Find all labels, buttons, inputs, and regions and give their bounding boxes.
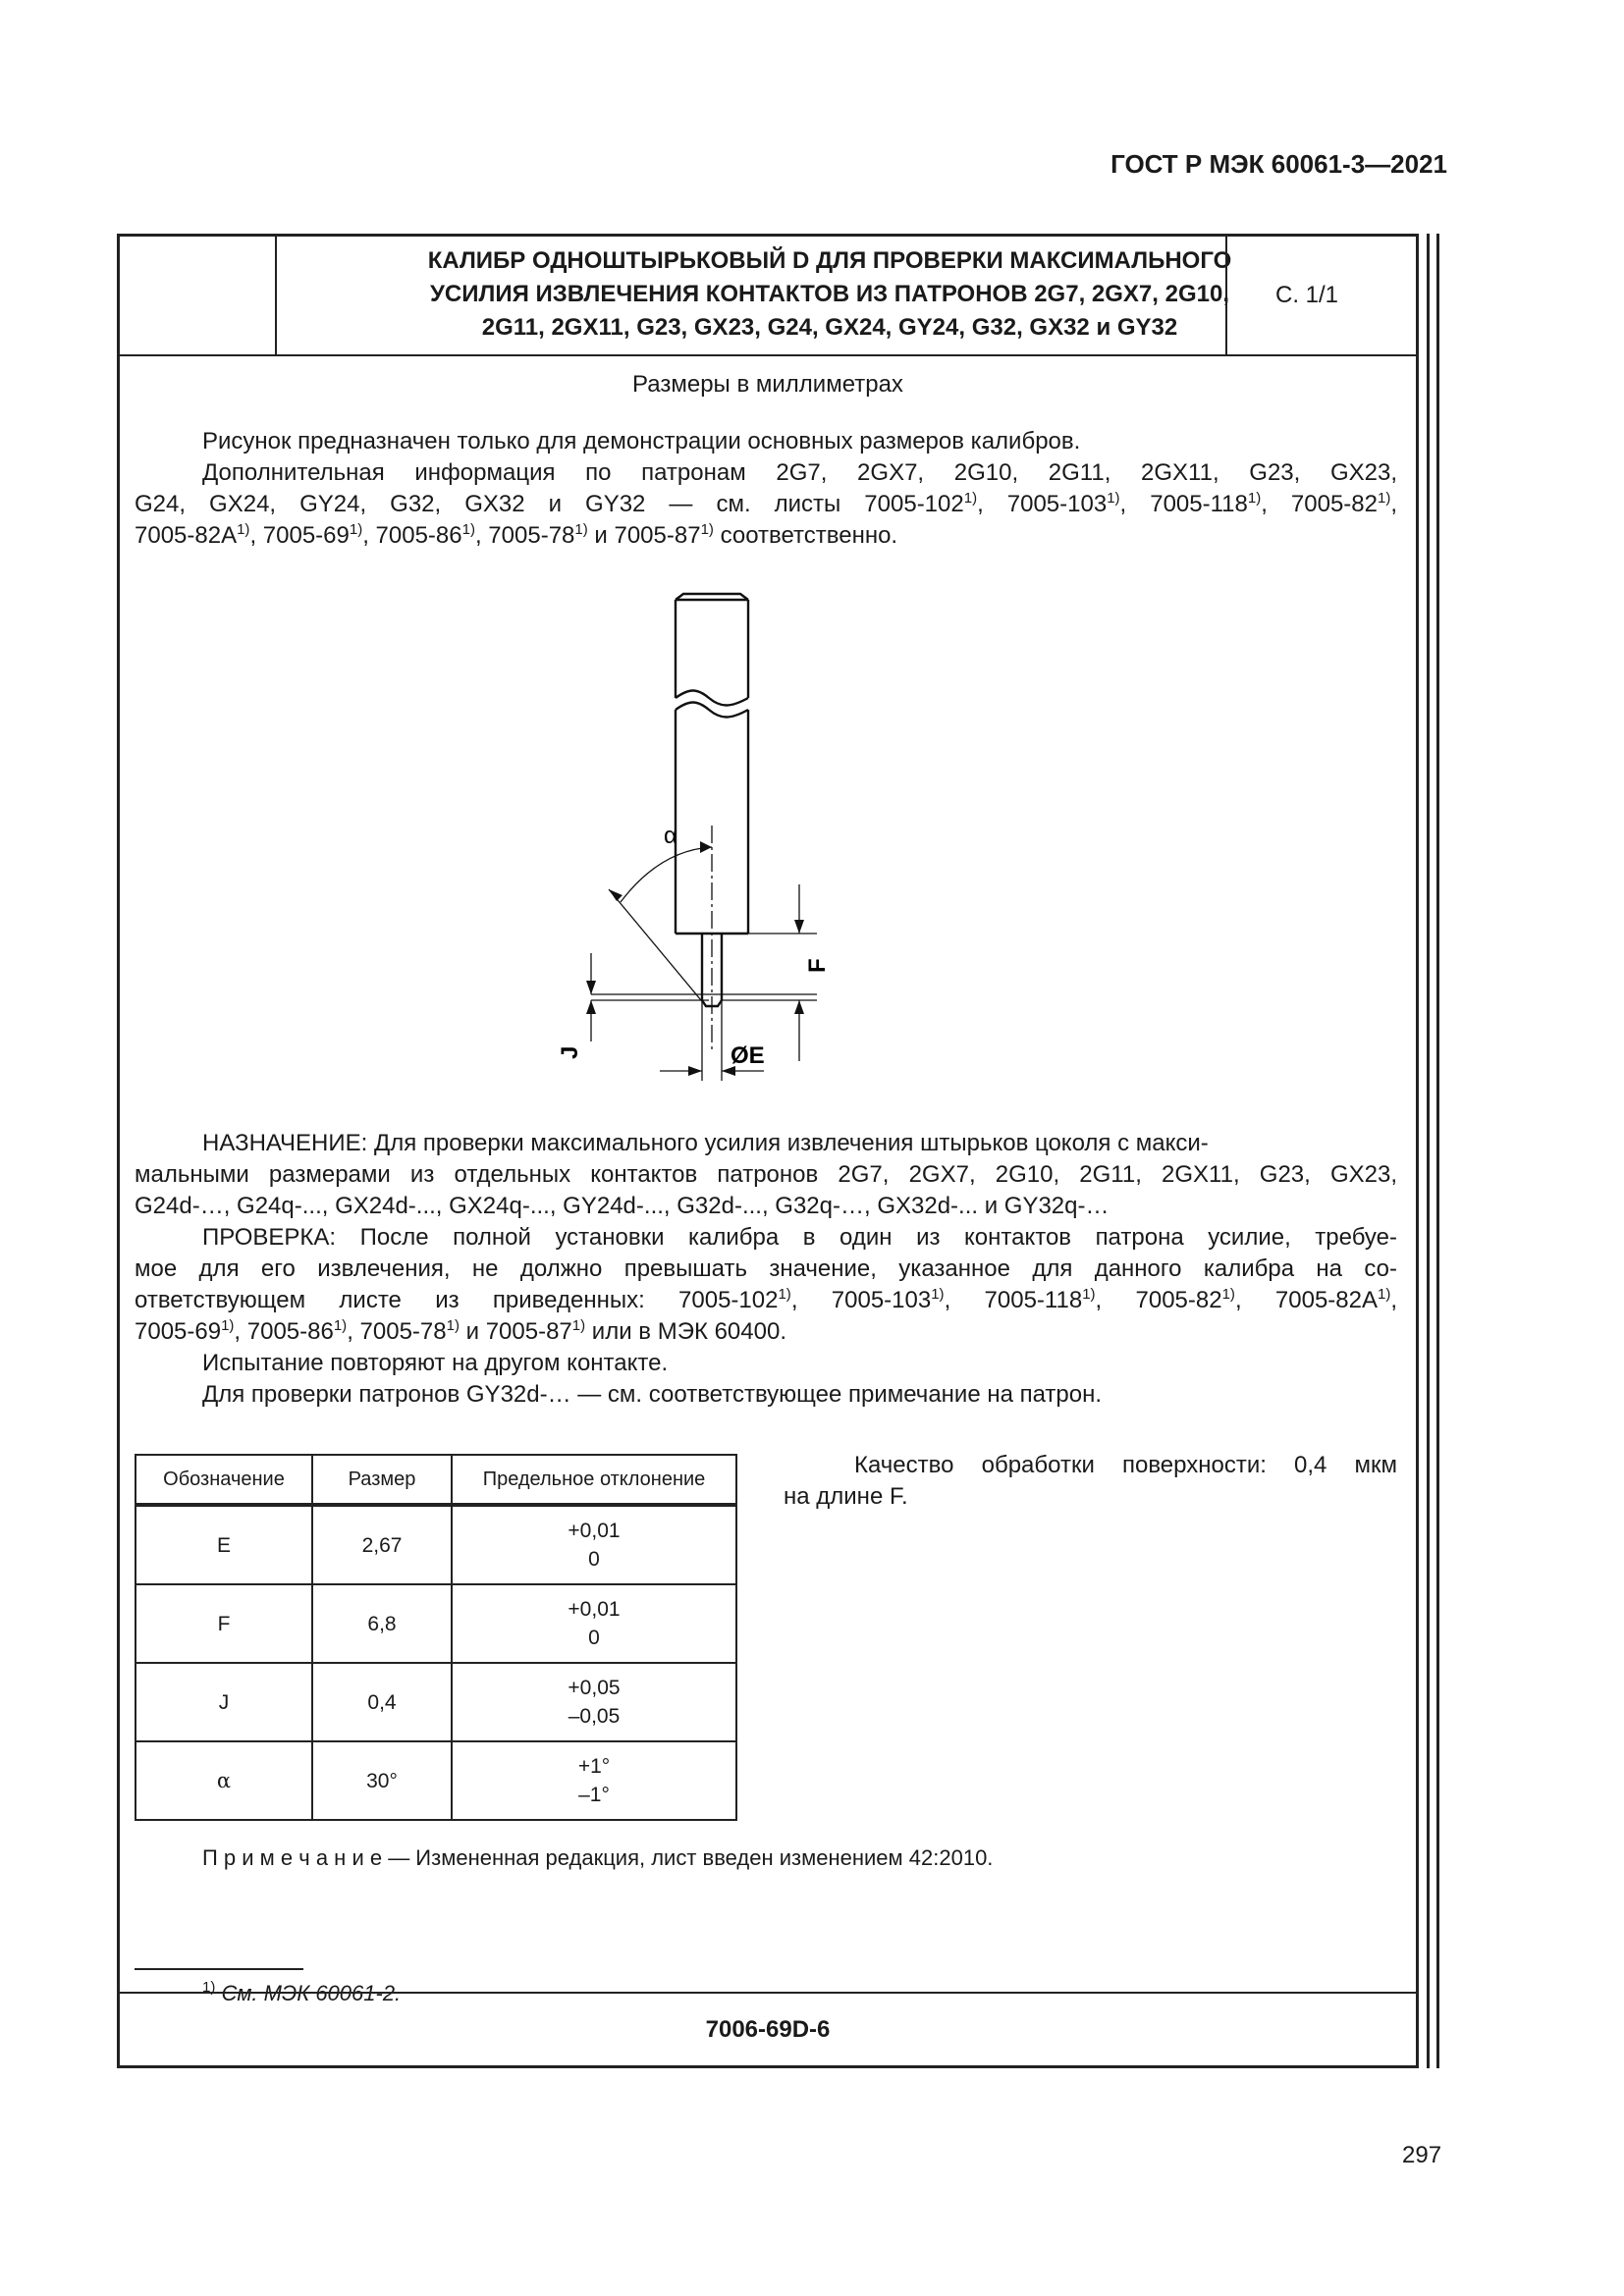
title-line-2: УСИЛИЯ ИЗВЛЕЧЕНИЯ КОНТАКТОВ ИЗ ПАТРОНОВ 2G7, 2GX7, 2G10, (429, 281, 1229, 307)
table-cell-designation: α (135, 1741, 312, 1820)
check-line-4: 7005-69$^{1)}$, 7005-86$^{1)}$, 7005-78$^{1)}$ и 7005-87$^{1)}$ или в МЭК 60400. (135, 1317, 786, 1345)
table-cell-deviation: +0,01 0 (452, 1584, 736, 1663)
sheet-title (277, 237, 1382, 354)
table-cell-size: 2,67 (312, 1505, 452, 1584)
table-header: Предельное отклонение (452, 1455, 736, 1505)
j-label: J (557, 1045, 583, 1059)
table-cell-size: 30° (312, 1741, 452, 1820)
table-cell-designation: F (135, 1584, 312, 1663)
table-cell-size: 0,4 (312, 1663, 452, 1741)
surface-quality-line-1: Качество обработки поверхности: 0,4 мкм (854, 1452, 1397, 1478)
intro-line-3: G24, GX24, GY24, G32, GX32 и GY32 — см. листы 7005-102$^{1)}$, 7005-103$^{1)}$, 7005-118$^{1)}$, 7005-82$^{1)}$, (135, 490, 1398, 517)
footnote-separator (135, 1968, 303, 1970)
table-cell-deviation: +0,01 0 (452, 1505, 736, 1584)
frame-double-line-inner (1436, 234, 1439, 2068)
sheet-header (120, 237, 1416, 356)
sheet-code: 7006-69D-6 (120, 1992, 1416, 2066)
purpose-line-2: мальными размерами из отдельных контактов патронов 2G7, 2GX7, 2G10, 2G11, 2GX11, G23, GX23, (135, 1161, 1397, 1188)
check-line-2: мое для его извлечения, не должно превышать значение, указанное для данного калибра на со- (135, 1255, 1397, 1282)
check-line-1: ПРОВЕРКА: После полной установки калибра в один из контактов патрона усилие, требуе- (202, 1224, 1397, 1251)
header-left-cell (120, 237, 277, 354)
table-row (135, 1741, 736, 1820)
table-row (135, 1505, 736, 1584)
units-note: Размеры в миллиметрах (632, 371, 903, 398)
table-cell-deviation: +0,05 –0,05 (452, 1663, 736, 1741)
table-header: Обозначение (135, 1455, 312, 1505)
table-row (135, 1584, 736, 1663)
standard-designation: ГОСТ Р МЭК 60061-3—2021 (1110, 149, 1447, 179)
intro-line-4: $7005-82A^{1)}$, 7005-69$^{1)}$, 7005-86$^{1)}$, 7005-78$^{1)}$ и 7005-87$^{1)}$ соответственно. (135, 521, 898, 549)
title-line-3: 2G11, 2GX11, G23, GX23, G24, GX24, GY24, G32, GX32 и GY32 (481, 314, 1178, 341)
footnote: $^{1)}$ См. МЭК 60061-2. (202, 1979, 402, 2005)
dimensions-table (135, 1454, 737, 1821)
check-line-6: Для проверки патронов GY32d-… — см. соответствующее примечание на патрон. (202, 1381, 1103, 1408)
purpose-line-1: НАЗНАЧЕНИЕ: Для проверки максимального усилия извлечения штырьков цоколя с макси- (202, 1130, 1209, 1156)
title-line-1: КАЛИБР ОДНОШТЫРЬКОВЫЙ D ДЛЯ ПРОВЕРКИ МАКСИМАЛЬНОГО (427, 247, 1232, 274)
gauge-drawing (557, 590, 876, 1218)
e-label: ØE (731, 1042, 765, 1069)
surface-quality-line-2: на длине F. (784, 1483, 908, 1510)
purpose-line-3: G24d-…, G24q-..., GX24d-..., GX24q-..., GY24d-..., G32d-..., G32q-…, GX32d-... и GY32q-… (135, 1193, 1110, 1219)
table-cell-designation: J (135, 1663, 312, 1741)
table-row (135, 1663, 736, 1741)
page-number: 297 (1402, 2142, 1442, 2168)
sheet-frame (117, 234, 1419, 2068)
table-header: Размер (312, 1455, 452, 1505)
intro-line-2: Дополнительная информация по патронам 2G7, 2GX7, 2G10, 2G11, 2GX11, G23, GX23, (202, 459, 1397, 486)
alpha-label: α (664, 823, 677, 849)
check-line-3: ответствующем листе из приведенных: 7005-102$^{1)}$, 7005-103$^{1)}$, 7005-118$^{1)}$, 7005-82$^{1)}$, $7005-82A^{1)}$, (135, 1286, 1398, 1313)
sheet-number: С. 1/1 (1225, 237, 1386, 354)
note: П р и м е ч а н и е — Измененная редакция, лист введен изменением 42:2010. (202, 1845, 994, 1870)
frame-double-line-outer (1427, 234, 1430, 2068)
table-cell-deviation: +1° –1° (452, 1741, 736, 1820)
intro-line-1: Рисунок предназначен только для демонстрации основных размеров калибров. (202, 428, 1081, 454)
table-cell-designation: E (135, 1505, 312, 1584)
table-cell-size: 6,8 (312, 1584, 452, 1663)
check-line-5: Испытание повторяют на другом контакте. (202, 1350, 669, 1376)
f-label: F (804, 958, 831, 973)
table-header-row (135, 1455, 736, 1505)
